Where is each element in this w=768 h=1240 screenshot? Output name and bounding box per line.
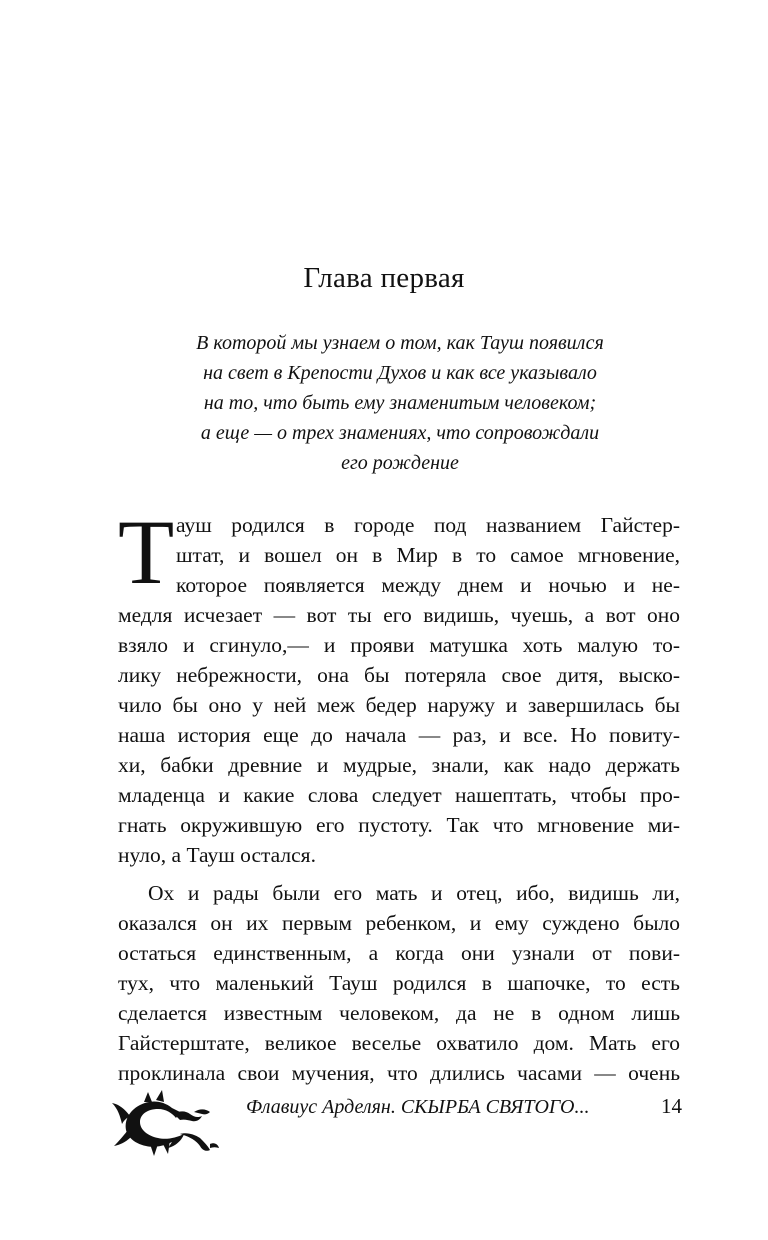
dragon-icon <box>110 1078 220 1158</box>
text-line: гнать окружившую его пустоту. Так что мгновение ми- <box>118 813 680 837</box>
text-line: нуло, а Тауш остался. <box>118 843 316 867</box>
epigraph-line: на свет в Крепости Духов и как все указывало <box>203 362 597 384</box>
text-line: взяло и сгинуло,— и прояви матушка хоть малую то- <box>118 633 680 657</box>
chapter-title: Глава первая <box>303 262 465 294</box>
text-line: оказался он их первым ребенком, и ему суждено было <box>118 911 680 935</box>
text-line: которое появляется между днем и ночью и не- <box>176 573 680 597</box>
text-line: сделается известным человеком, да не в одном лишь <box>118 1001 680 1025</box>
running-title: Флавиус Арделян. СКЫРБА СВЯТОГО... <box>246 1096 590 1118</box>
text-line: медля исчезает — вот ты его видишь, чуешь, а вот оно <box>118 603 680 627</box>
text-line: Ох и рады были его мать и отец, ибо, видишь ли, <box>148 881 680 905</box>
text-line: тух, что маленький Тауш родился в шапочке, то есть <box>118 971 680 995</box>
text-line: ауш родился в городе под названием Гайстер- <box>176 513 680 537</box>
page-footer <box>110 1078 682 1158</box>
chapter-epigraph <box>150 328 650 478</box>
text-line: младенца и какие слова следует нашептать, чтобы про- <box>118 783 680 807</box>
text-line: чило бы оно у ней меж бедер наружу и завершилась бы <box>118 693 680 717</box>
epigraph-line: на то, что быть ему знаменитым человеком; <box>203 392 597 414</box>
epigraph-line: его рождение <box>341 452 459 474</box>
text-line: проклинала свои мучения, что длились часами — очень <box>118 1061 680 1085</box>
paragraph-2 <box>118 878 680 1088</box>
page-number: 14 <box>661 1094 682 1118</box>
text-line: хи, бабки древние и мудрые, знали, как надо держать <box>118 753 680 777</box>
text-line: наша история еще до начала — раз, и все. Но повиту- <box>118 723 680 747</box>
text-line: лику небрежности, она бы потеряла свое дитя, выско- <box>118 663 680 687</box>
text-line: штат, и вошел он в Мир в то самое мгновение, <box>176 543 680 567</box>
text-line: Гайстерштате, великое веселье охватило дом. Мать его <box>118 1031 680 1055</box>
text-line: остаться единственным, а когда они узнали от пови- <box>118 941 680 965</box>
paragraph-1 <box>118 501 680 870</box>
body-text <box>118 501 680 1088</box>
drop-cap: Т <box>118 501 175 603</box>
epigraph-line: В которой мы узнаем о том, как Тауш появился <box>196 332 604 354</box>
epigraph-line: а еще — о трех знамениях, что сопровождали <box>200 422 600 444</box>
